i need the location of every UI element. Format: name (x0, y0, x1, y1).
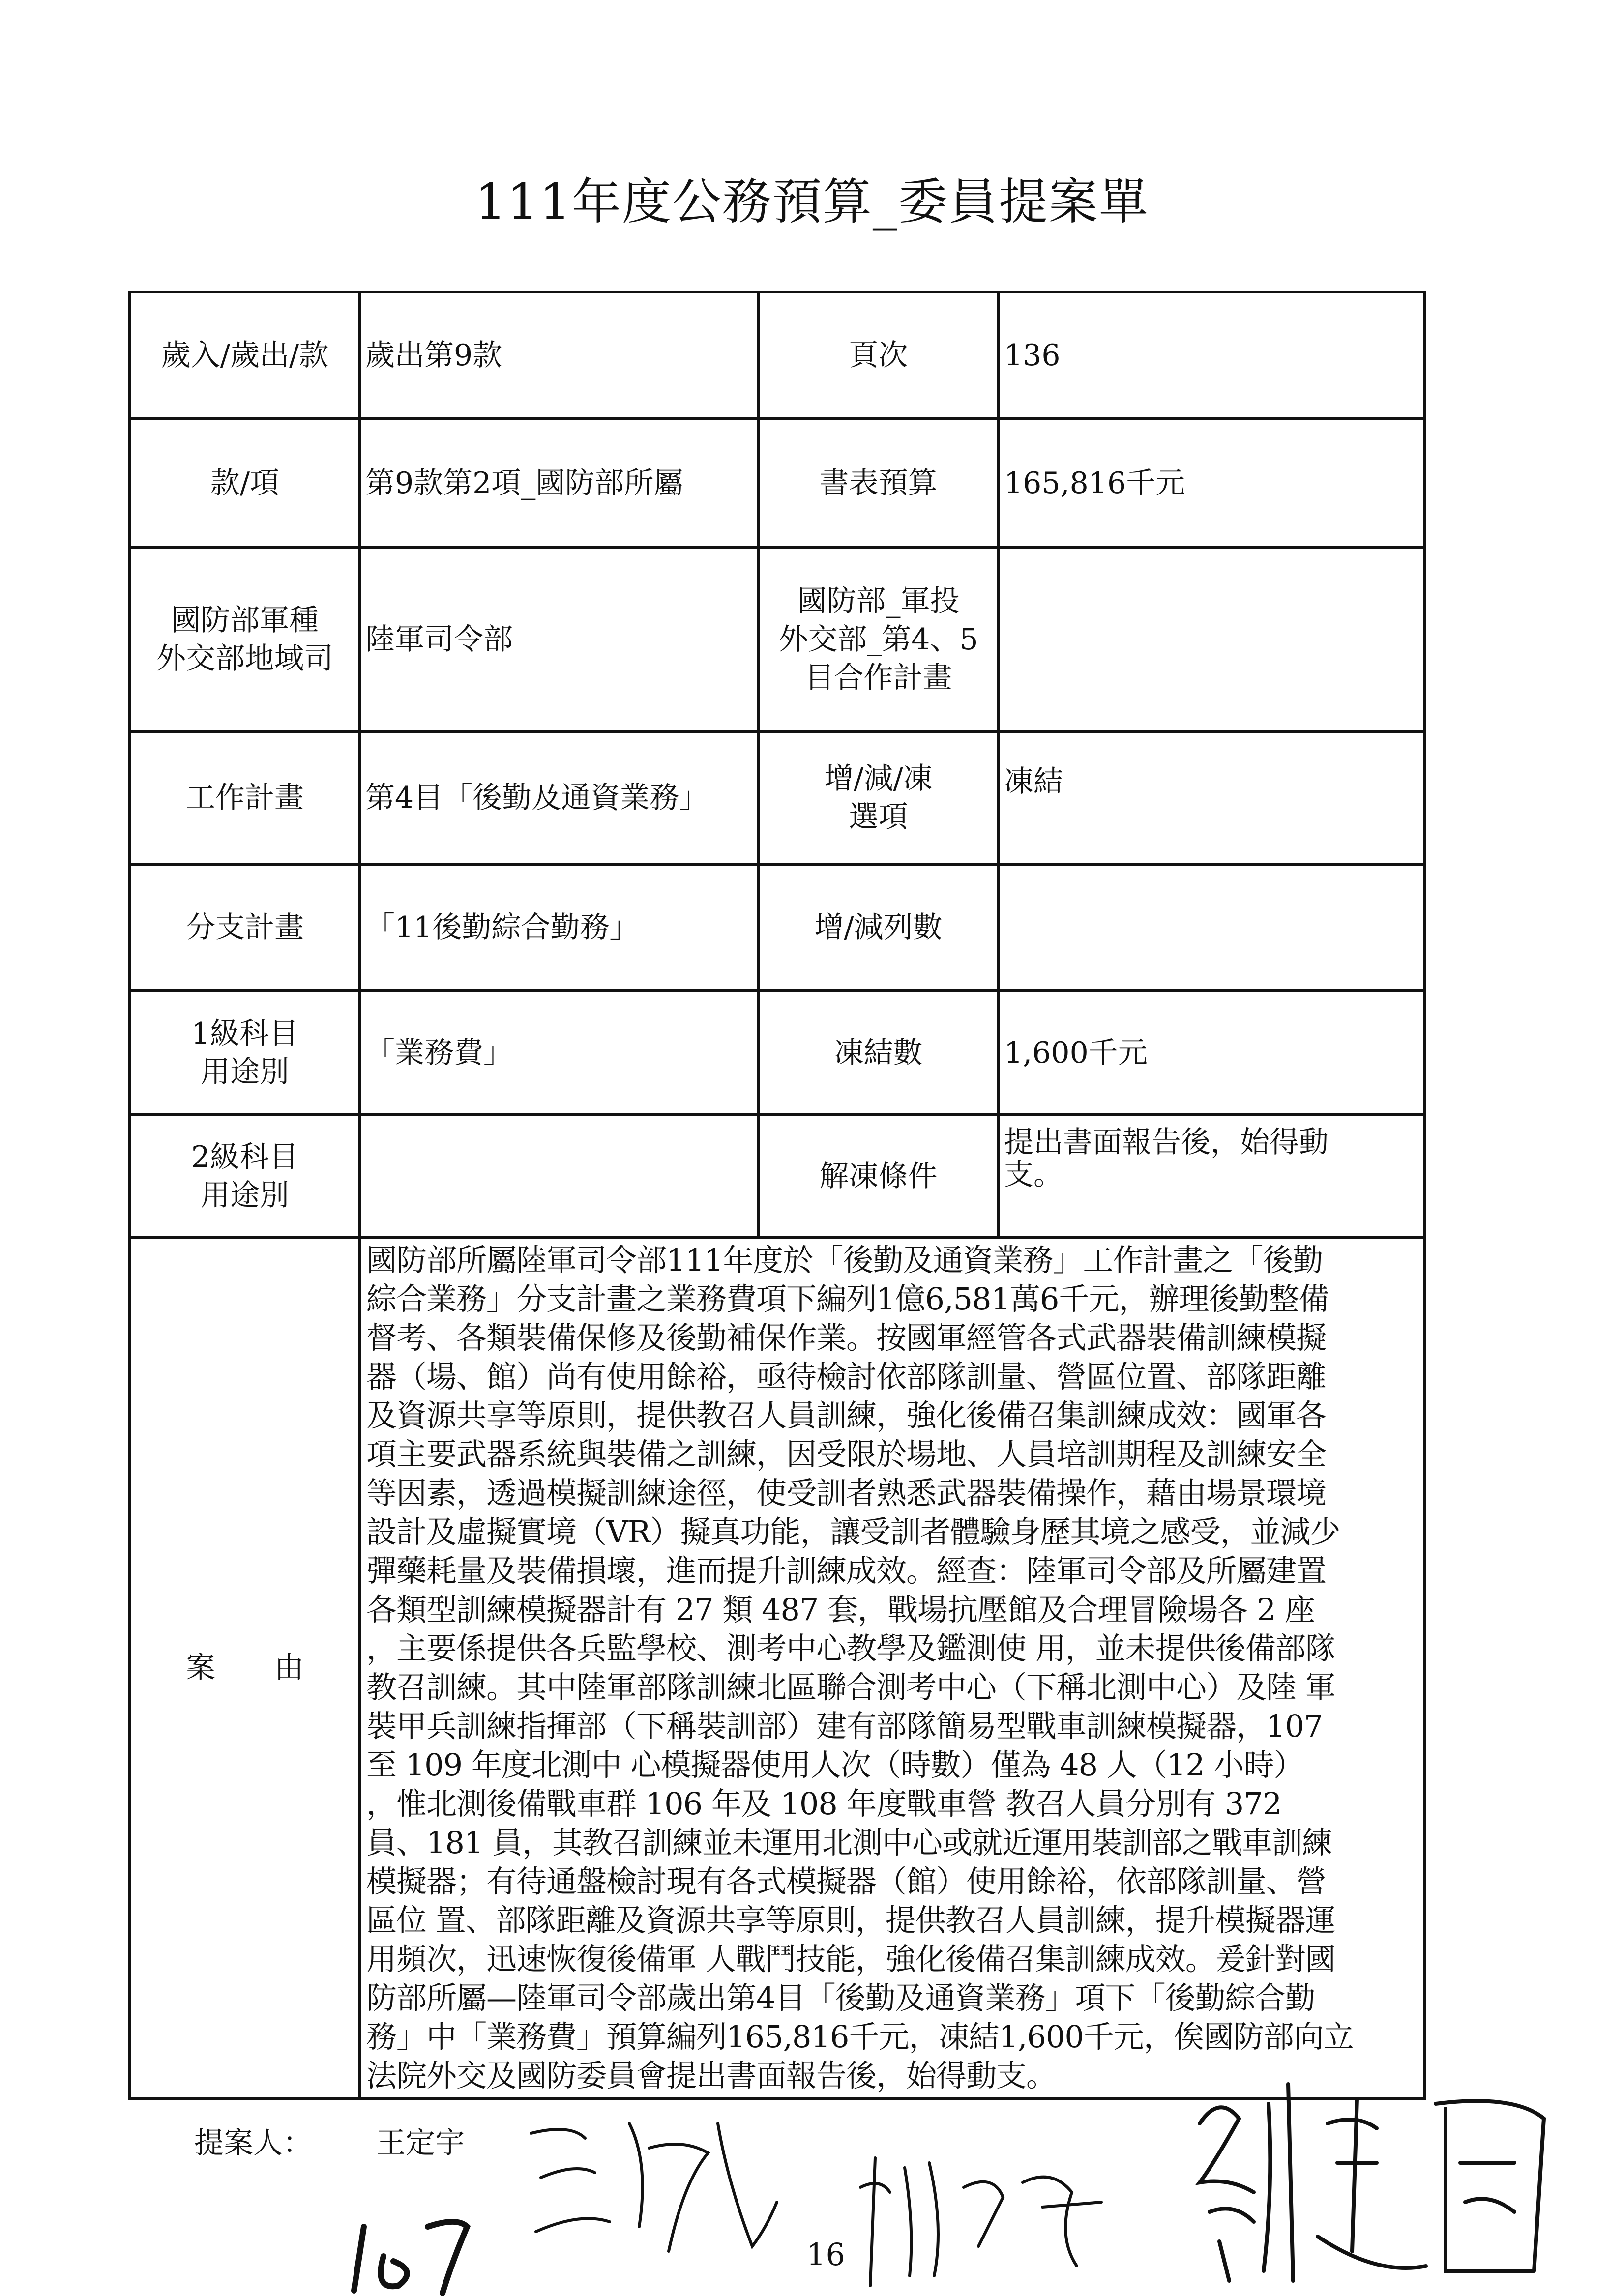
reason-line: 綜合業務」分支計畫之業務費項下編列1億6,581萬6千元，辦理後勤整備 (366, 1281, 1329, 1317)
reason-line: 防部所屬—陸軍司令部歲出第4目「後勤及通資業務」項下「後勤綜合勤 (366, 1980, 1315, 2016)
reason-line: 至 109 年度北測中 心模擬器使用人次（時數）僅為 48 人（12 小時） (366, 1747, 1304, 1783)
reason-line: 法院外交及國防委員會提出書面報告後，始得動支。 (366, 2058, 1057, 2093)
reason-line: 及資源共享等原則，提供教召人員訓練，強化後備召集訓練成效：國軍各 (366, 1397, 1327, 1433)
reason-row (130, 1237, 1425, 2098)
proposal-form-table (128, 291, 1426, 2100)
form-row (130, 419, 1425, 547)
field-label: 2級科目 用途別 (130, 1115, 360, 1237)
signature-3 (1170, 2064, 1573, 2291)
field-label: 歲入/歲出/款 (130, 292, 360, 419)
reason-line: 務」中「業務費」預算編列165,816千元，凍結1,600千元，俟國防部向立 (366, 2019, 1354, 2055)
signature-1 (521, 2104, 797, 2266)
reason-line: ，惟北測後備戰車群 106 年及 108 年度戰車營 教召人員分別有 372 (366, 1786, 1282, 1822)
form-row (130, 1115, 1425, 1237)
reason-line: 教召訓練。其中陸軍部隊訓練北區聯合測考中心（下稱北測中心）及陸 軍 (366, 1669, 1335, 1705)
field-label: 國防部_軍投 外交部_第4、5 目合作計畫 (758, 547, 999, 731)
form-row (130, 292, 1425, 419)
handwritten-number-167 (344, 2197, 502, 2296)
field-value: 「11後勤綜合勤務」 (360, 864, 758, 991)
reason-line: 區位 置、部隊距離及資源共享等原則，提供教召人員訓練，提升模擬器運 (366, 1902, 1335, 1938)
field-value: 1,600千元 (999, 991, 1425, 1115)
field-value: 凍結 (999, 731, 1425, 864)
reason-line: 模擬器；有待通盤檢討現有各式模擬器（館）使用餘裕，依部隊訓量、營 (366, 1863, 1327, 1899)
field-label: 增/減/凍 選項 (758, 731, 999, 864)
field-value (360, 1115, 758, 1237)
reason-line: 項主要武器系統與裝備之訓練，因受限於場地、人員培訓期程及訓練安全 (366, 1436, 1327, 1472)
field-label: 款/項 (130, 419, 360, 547)
field-label: 頁次 (758, 292, 999, 419)
reason-line: ，主要係提供各兵監學校、測考中心教學及鑑測使 用，並未提供後備部隊 (366, 1630, 1335, 1666)
reason-line: 彈藥耗量及裝備損壞，進而提升訓練成效。經查：陸軍司令部及所屬建置 (366, 1553, 1327, 1589)
field-label: 國防部軍種 外交部地域司 (130, 547, 360, 731)
form-row (130, 991, 1425, 1115)
field-value: 陸軍司令部 (360, 547, 758, 731)
field-value: 「業務費」 (360, 991, 758, 1115)
field-value: 歲出第9款 (360, 292, 758, 419)
field-label: 1級科目 用途別 (130, 991, 360, 1115)
form-row (130, 864, 1425, 991)
reason-line: 器（場、館）尚有使用餘裕，亟待檢討依部隊訓量、營區位置、部隊距離 (366, 1359, 1327, 1395)
field-label: 增/減列數 (758, 864, 999, 991)
reason-line: 用頻次，迅速恢復後備軍 人戰鬥技能，強化後備召集訓練成效。爰針對國 (366, 1941, 1335, 1977)
field-label: 解凍條件 (758, 1115, 999, 1237)
field-value: 第9款第2項_國防部所屬 (360, 419, 758, 547)
reason-line: 裝甲兵訓練指揮部（下稱裝訓部）建有部隊簡易型戰車訓練模擬器，107 (366, 1708, 1323, 1744)
field-label: 書表預算 (758, 419, 999, 547)
form-row (130, 547, 1425, 731)
reason-text (360, 1237, 1425, 2098)
field-value (999, 864, 1425, 991)
form-row (130, 731, 1425, 864)
reason-line: 各類型訓練模擬器計有 27 類 487 套，戰場抗壓館及合理冒險場各 2 座 (366, 1592, 1315, 1628)
field-value (999, 547, 1425, 731)
reason-line: 國防部所屬陸軍司令部111年度於「後勤及通資業務」工作計畫之「後勤 (366, 1242, 1323, 1278)
signature-2 (846, 2128, 1121, 2291)
field-label: 分支計畫 (130, 864, 360, 991)
field-value: 165,816千元 (999, 419, 1425, 547)
page-number: 16 (806, 2237, 845, 2272)
field-value: 提出書面報告後，始得動 支。 (999, 1115, 1425, 1237)
field-value: 136 (999, 292, 1425, 419)
reason-line: 員、181 員，其教召訓練並未運用北測中心或就近運用裝訓部之戰車訓練 (366, 1825, 1332, 1860)
field-value: 第4目「後勤及通資業務」 (360, 731, 758, 864)
reason-line: 督考、各類裝備保修及後勤補保作業。按國軍經管各式武器裝備訓練模擬 (366, 1320, 1327, 1356)
field-label: 工作計畫 (130, 731, 360, 864)
proposer-name: 王定宇 (376, 2126, 465, 2160)
reason-label: 案 由 (130, 1237, 360, 2098)
reason-line: 等因素，透過模擬訓練途徑，使受訓者熟悉武器裝備操作，藉由場景環境 (366, 1475, 1327, 1511)
document-title: 111年度公務預算_委員提案單 (475, 173, 1149, 231)
reason-line: 設計及虛擬實境（VR）擬真功能，讓受訓者體驗身歷其境之感受，並減少 (366, 1514, 1340, 1550)
field-label: 凍結數 (758, 991, 999, 1115)
proposer-label: 提案人： (194, 2126, 312, 2160)
